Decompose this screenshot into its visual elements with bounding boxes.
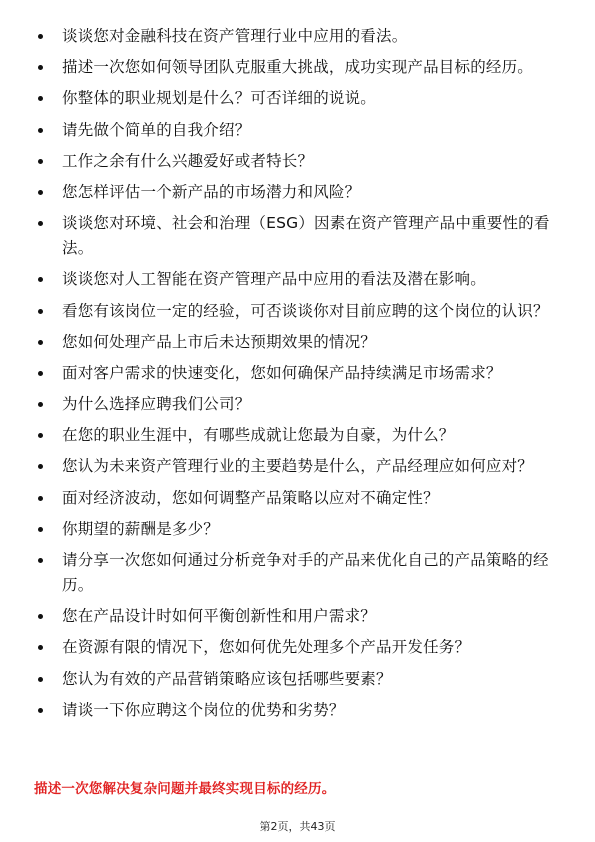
bullet-icon (38, 96, 43, 101)
question-text: 您在产品设计时如何平衡创新性和用户需求？ (62, 607, 377, 626)
bullet-icon (38, 708, 43, 713)
bullet-icon (38, 34, 43, 39)
bullet-icon (38, 464, 43, 469)
bullet-icon (38, 677, 43, 682)
page-number: 第2页，共43页 (259, 820, 336, 833)
bullet-icon (38, 159, 43, 164)
question-text: 面对客户需求的快速变化，您如何确保产品持续满足市场需求？ (62, 363, 502, 382)
question-item (0, 454, 595, 479)
bullet-icon (38, 614, 43, 619)
question-item (0, 267, 595, 292)
question-text: 面对经济波动，您如何调整产品策略以应对不确定性？ (62, 488, 439, 507)
question-item (0, 517, 595, 542)
question-text: 在您的职业生涯中，有哪些成就让您最为自豪，为什么？ (62, 426, 455, 445)
question-item (0, 392, 595, 417)
question-text: 谈谈您对金融科技在资产管理行业中应用的看法。 (62, 27, 408, 45)
bullet-icon (38, 527, 43, 532)
question-text: 您如何处理产品上市后未达预期效果的情况？ (62, 332, 377, 351)
question-text: 你期望的薪酬是多少？ (62, 519, 220, 538)
question-item (0, 667, 595, 692)
question-item (0, 211, 595, 261)
question-text: 谈谈您对人工智能在资产管理产品中应用的看法及潜在影响。 (62, 270, 486, 289)
bullet-icon (38, 645, 43, 650)
question-text: 在资源有限的情况下，您如何优先处理多个产品开发任务？ (62, 638, 471, 657)
bullet-icon (38, 221, 43, 226)
bullet-icon (38, 128, 43, 133)
question-item (0, 55, 595, 80)
question-text: 描述一次您如何领导团队克服重大挑战，成功实现产品目标的经历。 (62, 58, 534, 77)
question-item (0, 486, 595, 511)
bullet-icon (38, 340, 43, 345)
bullet-icon (38, 65, 43, 70)
question-item (0, 548, 595, 598)
question-text: 请分享一次您如何通过分析竞争对手的产品来优化自己的产品策略的经历。 (62, 551, 549, 594)
question-text: 看您有该岗位一定的经验，可否谈谈你对目前应聘的这个岗位的认识？ (62, 301, 549, 320)
bullet-icon (38, 433, 43, 438)
bullet-icon (38, 190, 43, 195)
question-item (0, 86, 595, 111)
question-text: 您认为未来资产管理行业的主要趋势是什么，产品经理应如何应对？ (62, 457, 534, 476)
question-text: 您怎样评估一个新产品的市场潜力和风险？ (62, 182, 361, 201)
bullet-icon (38, 371, 43, 376)
bullet-icon (38, 496, 43, 501)
bullet-icon (38, 277, 43, 282)
question-text: 你整体的职业规划是什么？可否详细的说说。 (62, 89, 377, 108)
question-item (0, 24, 595, 49)
question-item (0, 361, 595, 386)
question-item (0, 635, 595, 660)
bullet-icon (38, 402, 43, 407)
question-text: 工作之余有什么兴趣爱好或者特长？ (62, 151, 314, 170)
question-item (0, 180, 595, 205)
question-item (0, 330, 595, 355)
question-text: 谈谈您对环境、社会和治理（ESG）因素在资产管理产品中重要性的看法。 (62, 214, 550, 258)
bullet-icon (38, 558, 43, 563)
question-text: 为什么选择应聘我们公司？ (62, 395, 251, 414)
question-item (0, 604, 595, 629)
question-list (0, 24, 595, 729)
question-item (0, 149, 595, 174)
highlighted-question: 描述一次您解决复杂问题并最终实现目标的经历。 (34, 781, 336, 797)
question-text: 请谈一下你应聘这个岗位的优势和劣势？ (62, 700, 345, 719)
bullet-icon (38, 309, 43, 314)
question-item (0, 423, 595, 448)
question-item (0, 118, 595, 143)
question-item (0, 698, 595, 723)
question-text: 您认为有效的产品营销策略应该包括哪些要素？ (62, 669, 392, 688)
question-text: 请先做个简单的自我介绍？ (62, 120, 251, 139)
question-item (0, 299, 595, 324)
